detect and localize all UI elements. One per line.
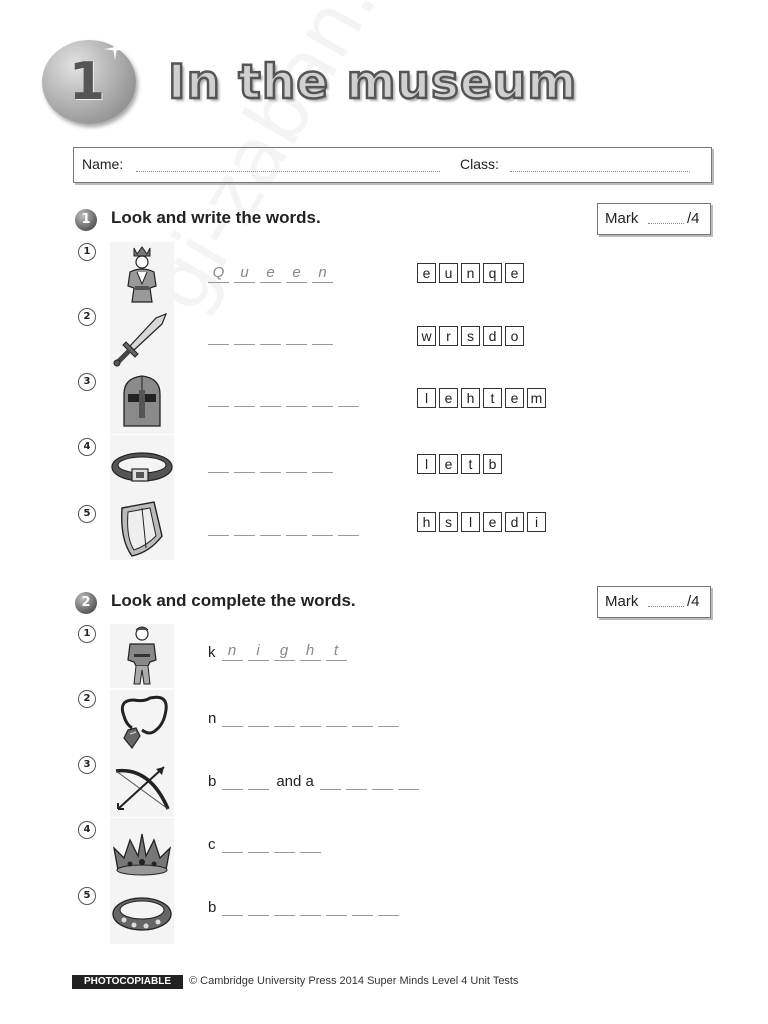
- connector-text: and a: [276, 773, 314, 790]
- section-1-bullet: 1: [75, 209, 97, 231]
- complete-word-line[interactable]: [208, 834, 326, 853]
- item-number: 2: [78, 690, 96, 708]
- name-label: Name:: [82, 156, 124, 172]
- item-number: 4: [78, 438, 96, 456]
- helmet-icon: [110, 370, 174, 434]
- complete-word-line[interactable]: k n i g h t: [208, 642, 352, 661]
- letter-boxes: l e h t e m: [417, 388, 549, 408]
- crown-icon: [110, 818, 174, 882]
- page-title: In the museum: [168, 55, 578, 110]
- copyright-text: © Cambridge University Press 2014 Super Minds Level 4 Unit Tests: [189, 975, 519, 987]
- section-2-bullet: 2: [75, 592, 97, 614]
- bow-and-arrow-icon: [110, 753, 174, 817]
- item-number: 1: [78, 625, 96, 643]
- answer-line[interactable]: Q u e e n: [208, 264, 338, 283]
- mark-field[interactable]: [648, 223, 684, 224]
- bracelet-icon: [110, 880, 174, 944]
- letter-boxes: h s l e d i: [417, 512, 549, 532]
- word-prefix: b: [208, 773, 217, 790]
- word-prefix: b: [208, 899, 217, 916]
- mark-label: Mark: [605, 210, 639, 227]
- item-number: 2: [78, 308, 96, 326]
- section-1-title: Look and write the words.: [111, 208, 321, 227]
- knight-icon: [110, 624, 174, 688]
- complete-word-line[interactable]: [208, 708, 404, 727]
- class-field[interactable]: [510, 170, 690, 172]
- belt-icon: [110, 435, 174, 499]
- answer-line[interactable]: [208, 517, 364, 536]
- unit-number: 1: [68, 52, 106, 112]
- answer-line[interactable]: [208, 388, 364, 407]
- photocopiable-badge: PHOTOCOPIABLE: [72, 975, 183, 989]
- sparkle-icon: [104, 38, 126, 60]
- section-1-mark-box: [597, 203, 711, 235]
- word-prefix: n: [208, 710, 217, 727]
- queen-icon: [110, 242, 174, 306]
- letter-boxes: e u n q e: [417, 263, 527, 283]
- necklace-icon: [110, 690, 174, 754]
- name-field[interactable]: [136, 170, 440, 172]
- sword-icon: [110, 306, 174, 370]
- item-number: 3: [78, 756, 96, 774]
- letter-boxes: l e t b: [417, 454, 505, 474]
- answer-line[interactable]: [208, 326, 338, 345]
- item-number: 1: [78, 243, 96, 261]
- section-2-title: Look and complete the words.: [111, 591, 356, 610]
- item-number: 5: [78, 887, 96, 905]
- letter-boxes: w r s d o: [417, 326, 527, 346]
- mark-total: /4: [687, 593, 700, 610]
- complete-word-line[interactable]: [208, 897, 404, 916]
- item-number: 3: [78, 373, 96, 391]
- complete-word-line[interactable]: [208, 771, 424, 790]
- item-number: 4: [78, 821, 96, 839]
- shield-icon: [110, 496, 174, 560]
- item-number: 5: [78, 505, 96, 523]
- mark-field[interactable]: [648, 606, 684, 607]
- section-2-mark-box: [597, 586, 711, 618]
- answer-line[interactable]: [208, 454, 338, 473]
- word-prefix: c: [208, 836, 216, 853]
- name-class-box: [73, 147, 712, 183]
- class-label: Class:: [460, 156, 499, 172]
- mark-label: Mark: [605, 593, 639, 610]
- mark-total: /4: [687, 210, 700, 227]
- word-prefix: k: [208, 644, 216, 661]
